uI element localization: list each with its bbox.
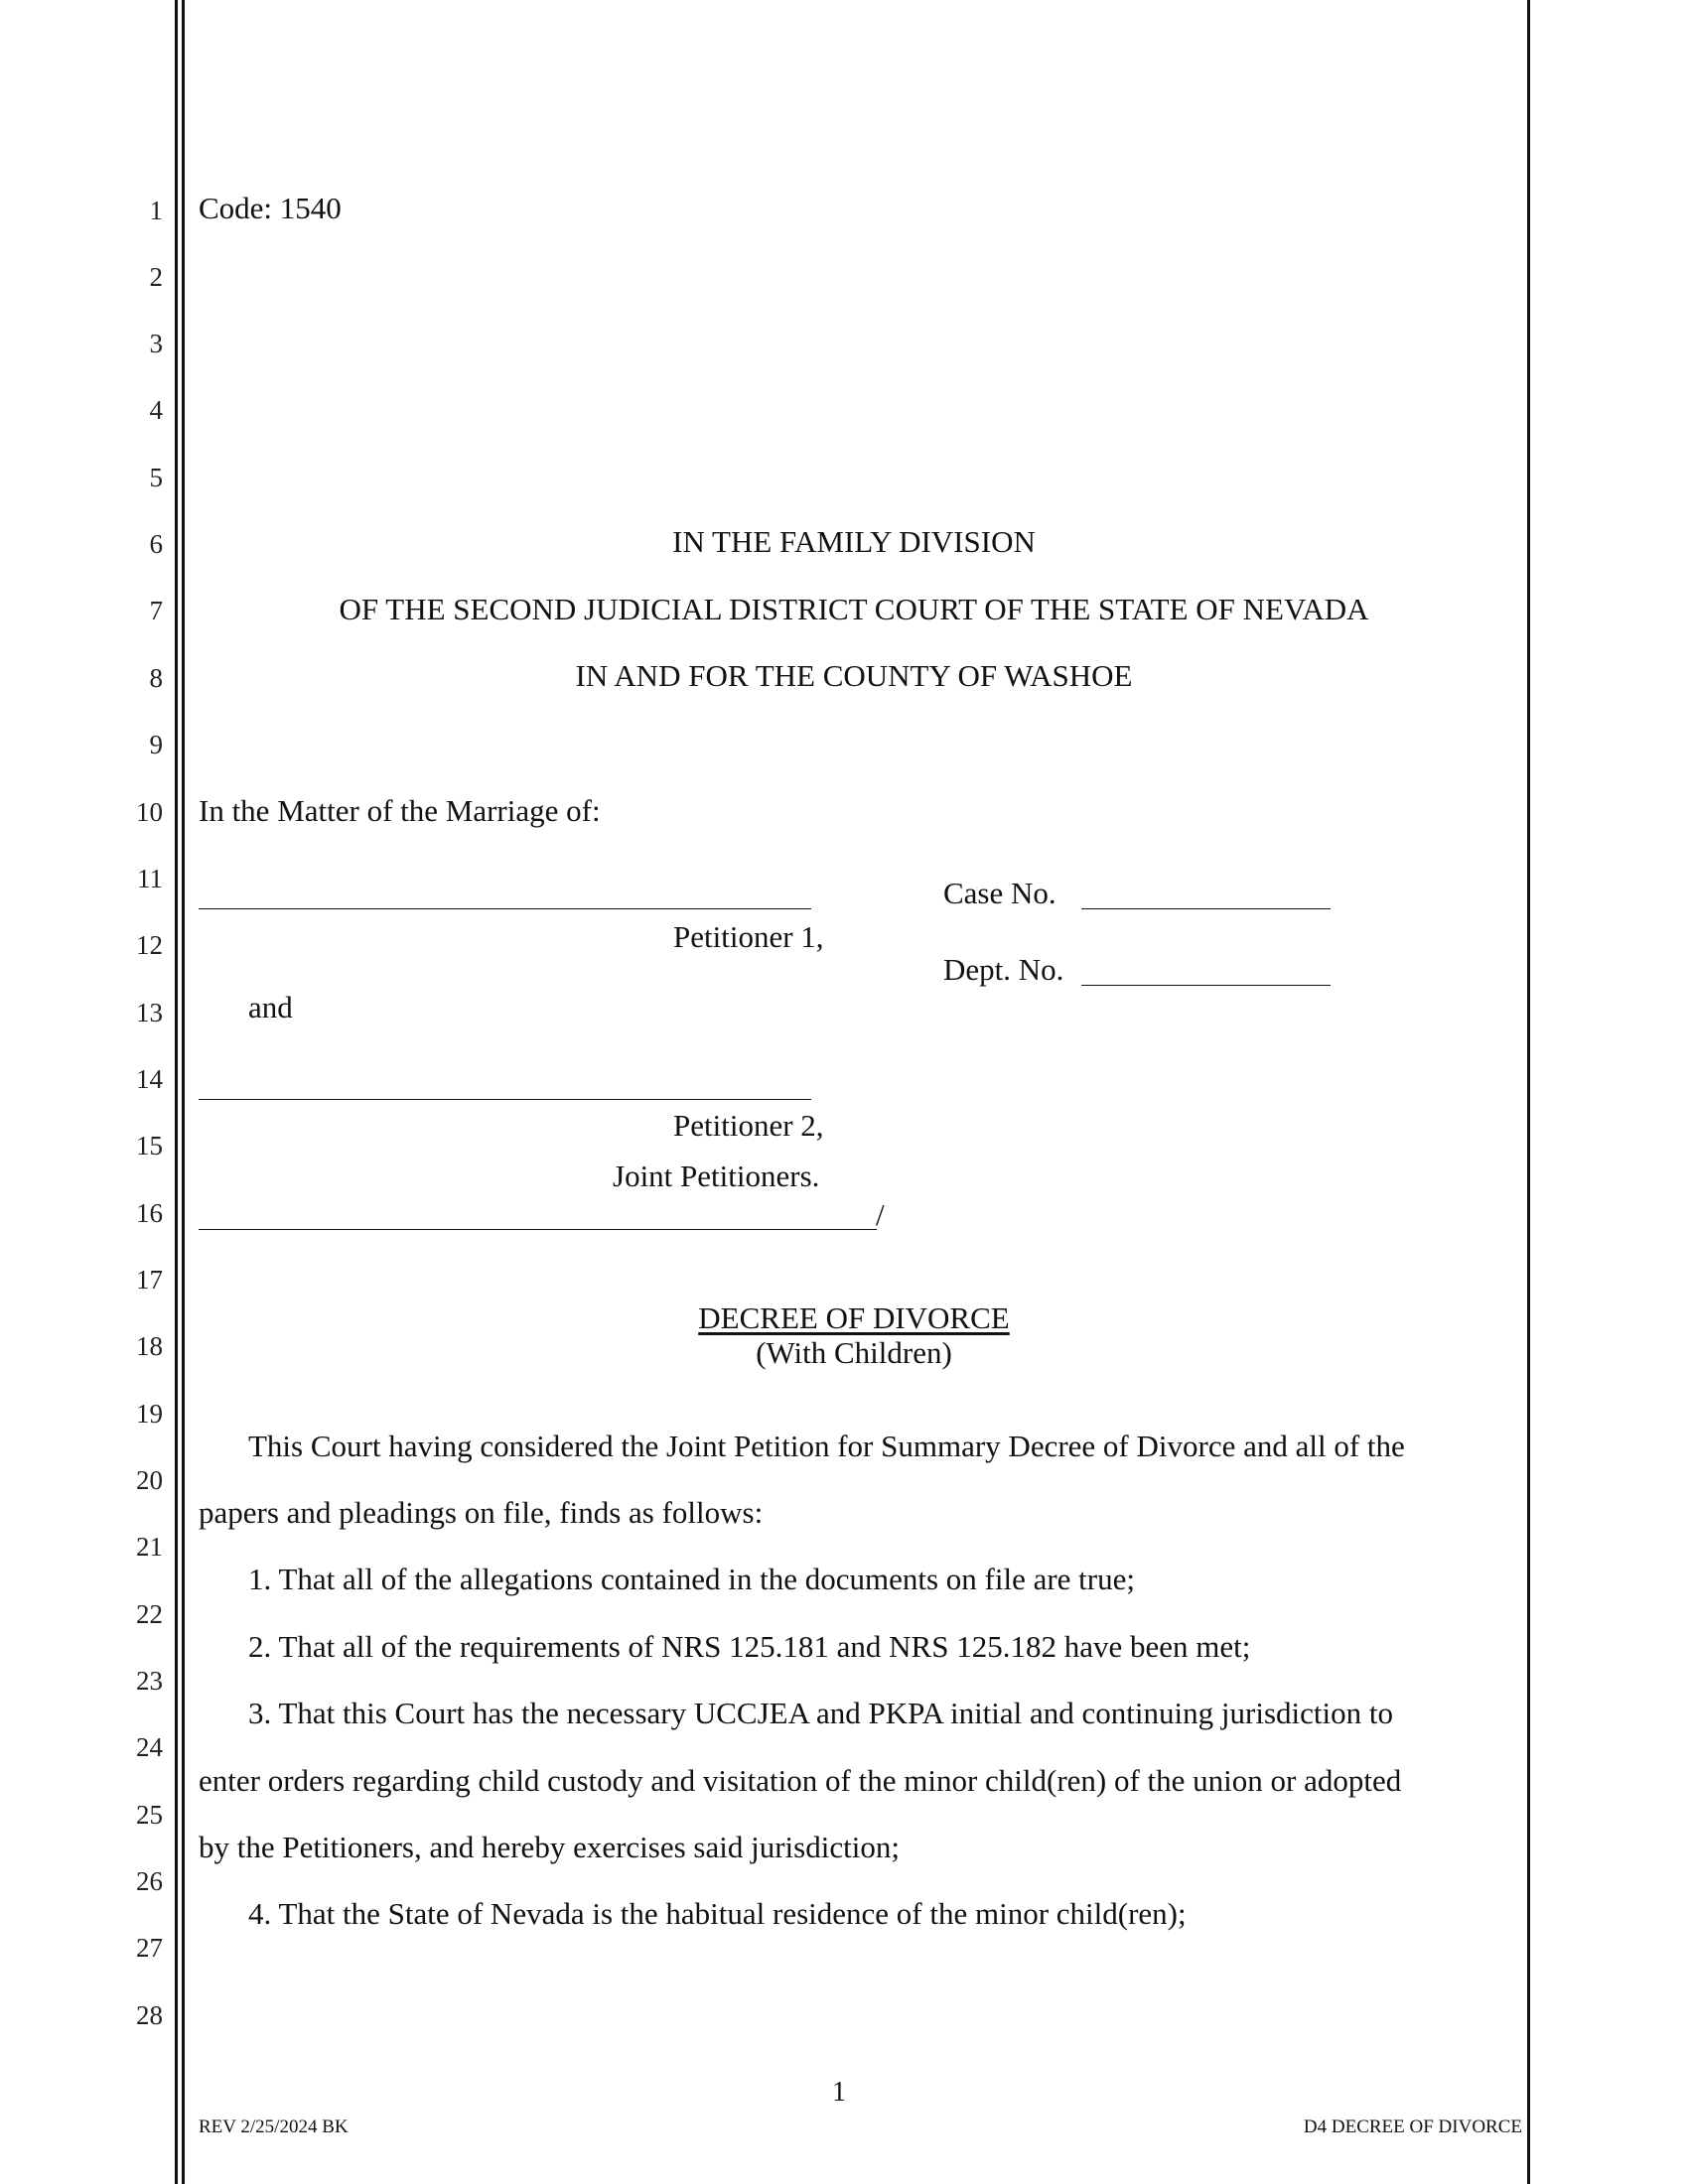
petitioner-2-name-line[interactable] — [199, 1099, 811, 1100]
case-code: Code: 1540 — [199, 191, 342, 225]
caption-closing-line — [199, 1229, 877, 1230]
form-name: D4 DECREE OF DIVORCE — [1303, 2116, 1522, 2137]
line-number: 24 — [136, 1732, 163, 1762]
line-number: 21 — [136, 1532, 163, 1562]
line-number: 7 — [149, 596, 163, 625]
matter-of-marriage: In the Matter of the Marriage of: — [199, 793, 601, 828]
line-number: 13 — [136, 998, 163, 1027]
finding-1: 1. That all of the allegations contained in the documents on file are true; — [248, 1562, 1135, 1596]
line-number: 28 — [136, 2000, 163, 2030]
dept-number-label: Dept. No. — [943, 952, 1064, 987]
line-number: 4 — [149, 395, 163, 425]
line-number: 19 — [136, 1399, 163, 1429]
line-number: 15 — [136, 1131, 163, 1160]
line-number: 3 — [149, 329, 163, 358]
petitioner-1-label: Petitioner 1, — [673, 919, 824, 954]
court-heading-line-2: OF THE SECOND JUDICIAL DISTRICT COURT OF THE STATE OF NEVADA — [339, 592, 1369, 626]
dept-number-field[interactable] — [1081, 985, 1331, 986]
court-heading-line-1: IN THE FAMILY DIVISION — [672, 524, 1036, 559]
left-margin-rule-inner — [182, 0, 185, 2184]
petitioner-2-label: Petitioner 2, — [673, 1108, 824, 1143]
left-margin-rule-outer — [175, 0, 178, 2184]
body-paragraph-intro-line-2: papers and pleadings on file, finds as follows: — [199, 1495, 764, 1530]
line-number: 2 — [149, 262, 163, 292]
finding-3-line-3: by the Petitioners, and hereby exercises said jurisdiction; — [199, 1830, 900, 1864]
line-number: 8 — [149, 663, 163, 693]
line-number: 5 — [149, 463, 163, 492]
line-number: 20 — [136, 1465, 163, 1495]
body-paragraph-intro-line-1: This Court having considered the Joint Petition for Summary Decree of Divorce and all of the — [248, 1429, 1405, 1463]
court-heading-line-3: IN AND FOR THE COUNTY OF WASHOE — [575, 658, 1133, 693]
right-margin-rule — [1527, 0, 1530, 2184]
document-title — [199, 1300, 1509, 1336]
revision-stamp: REV 2/25/2024 BK — [199, 2116, 349, 2137]
line-number: 25 — [136, 1800, 163, 1830]
line-number: 23 — [136, 1666, 163, 1696]
document-subtitle: (With Children) — [756, 1335, 952, 1370]
and-label: and — [248, 990, 293, 1024]
finding-3-line-1: 3. That this Court has the necessary UCCJEA and PKPA initial and continuing jurisdiction to — [248, 1696, 1393, 1730]
case-number-field[interactable] — [1081, 908, 1331, 909]
line-number: 27 — [136, 1933, 163, 1963]
line-number: 9 — [149, 730, 163, 759]
line-number: 16 — [136, 1198, 163, 1228]
document-title-text: DECREE OF DIVORCE — [698, 1300, 1010, 1335]
page-number: 1 — [832, 2077, 846, 2108]
line-number: 18 — [136, 1331, 163, 1361]
line-number: 14 — [136, 1064, 163, 1094]
joint-petitioners-label: Joint Petitioners. — [613, 1159, 820, 1193]
finding-2: 2. That all of the requirements of NRS 125.181 and NRS 125.182 have been met; — [248, 1629, 1251, 1664]
line-number: 17 — [136, 1265, 163, 1295]
caption-closing-slash: / — [876, 1197, 885, 1232]
case-number-label: Case No. — [943, 876, 1056, 910]
line-number: 22 — [136, 1599, 163, 1629]
line-number: 10 — [136, 797, 163, 827]
finding-3-line-2: enter orders regarding child custody and visitation of the minor child(ren) of the union or adopted — [199, 1763, 1402, 1798]
line-number: 1 — [149, 196, 163, 225]
line-number: 26 — [136, 1866, 163, 1896]
line-number: 11 — [137, 864, 163, 893]
finding-4: 4. That the State of Nevada is the habitual residence of the minor child(ren); — [248, 1896, 1187, 1931]
line-number: 12 — [136, 930, 163, 960]
line-number: 6 — [149, 529, 163, 559]
petitioner-1-name-line[interactable] — [199, 908, 811, 909]
